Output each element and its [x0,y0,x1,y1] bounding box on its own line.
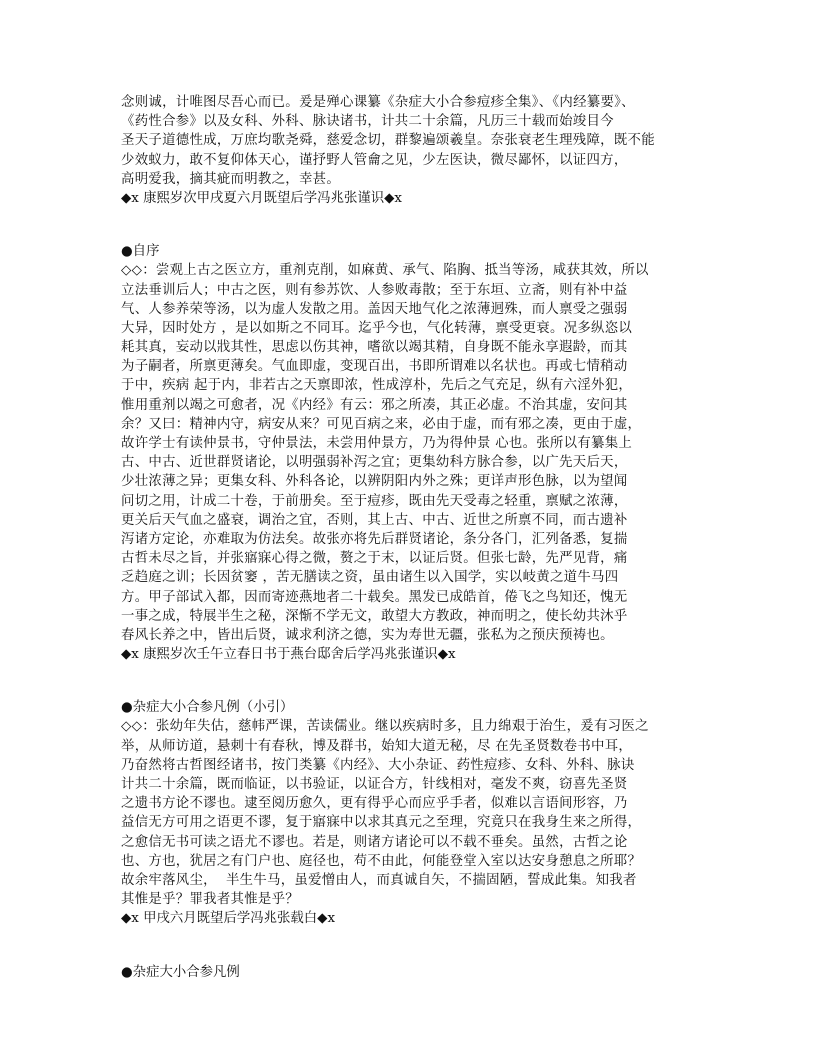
signature-line: ◆x 康熙岁次甲戌夏六月既望后学冯兆张谨识◆x [121,190,402,206]
text-line: 为子嗣者，所禀更薄矣。气血即虚，变现百出，书即所谓难以名状也。再或七情稍动 [121,359,628,375]
text-line: 立法垂训后人；中古之医，则有参苏饮、人参败毒散；至于东垣、立斋，则有补中益 [121,282,628,298]
text-line: 气、人参养荣等汤，以为虚人发散之用。盖因天地气化之浓薄迥殊，而人禀受之强弱 [121,301,628,317]
section-gap [121,208,701,242]
text-line: 举，从师访道，悬刺十有春秋，博及群书，始知大道无秘，尽 在先圣贤数卷书中耳， [121,738,633,754]
text-line: ◇◇：尝观上古之医立方，重剂克削，如麻黄、承气、陷胸、抵当等汤，咸获其效，所以 [121,263,649,279]
text-line: 也、方也，犹居之有门户也、庭径也，苟不由此，何能登堂入室以达安身憩息之所耶？ [121,853,642,869]
text-line: 方。甲子部试入都，因而寄迹燕地者二十载矣。黑发已成皓首，倦飞之鸟知还，愧无 [121,589,628,605]
text-line: 计共二十余篇，既而临证，以书验证，以证合方，针线相对，毫发不爽，窃喜先圣贤 [121,777,628,792]
section-heading: ●自序 [121,244,160,260]
text-line: 高明爱我，摘其疵而明教之，幸甚。 [121,171,341,187]
text-line: 古哲未尽之旨，并张寤寐心得之微，赘之于末，以证后贤。但张七龄，先严见背，痛 [121,551,628,567]
text-line: 泻诸方定论，亦难取为仿法矣。故张亦将先后群贤诸论，条分各门，汇列备悉，复揣 [121,531,628,547]
text-line: 乃奋然将古哲图经诸书，按门类纂《内经》、大小杂证、药性痘疹、女科、外科、脉诀 [121,757,635,773]
text-line: 耗其真，妄动以戕其性，思虑以伤其神，嗜欲以竭其精，自身既不能永享遐龄，而其 [121,340,628,356]
text-line: 其惟是乎？罪我者其惟是乎？ [121,892,299,908]
text-line: 故许学士有读仲景书，守仲景法，未尝用仲景方，乃为得仲景 心也。张所以有纂集上 [121,436,633,451]
text-line: 惟用重剂以竭之可愈者，况《内经》有云：邪之所凑，其正必虚。不治其虚，安问其 [121,397,628,413]
text-line: 少效蚁力，敢不复仰体天心，谨抒野人管龠之见，少左医诀，微尽鄙怀，以证四方， [121,152,628,168]
text-line: 问切之用，计成二十卷，于前册矣。至于痘疹，既由先天受毒之轻重，禀赋之浓薄， [121,493,628,509]
text-line: 余？又曰：精神内守，病安从来？可见百病之来，必由于虚，而有邪之凑，更由于虚， [121,416,642,432]
self-preface-section [121,242,701,664]
signature-line: ◆x 甲戌六月既望后学冯兆张载白◆x [121,911,336,927]
text-line: ◇◇：张幼年失估，慈帏严课，苦读儒业。继以疾病时多，且力绵艰于治生，爰有习医之 [121,719,649,735]
text-line: 于中，疾病 起于内，非若古之天禀即浓，性成淳朴，先后之气充足，纵有六淫外犯， [121,378,633,394]
text-line: 一事之成，特展半生之秘，深惭不学无文，敢望大方教政，神而明之，使长幼共沐乎 [121,608,628,624]
text-line: 乏趋庭之训；长因贫窭 ，苦无膳读之资，虽由诸生以入国学，实以岐黄之道牛马四 [121,570,619,586]
document-page [121,93,701,982]
section-gap [121,664,701,698]
text-line: 更关后天气血之盛衰，调治之宜，否则，其上古、中古、近世之所禀不同，而古遗补 [121,512,628,528]
text-line: 念则诚，计唯图尽吾心而已。爰是殚心课纂《杂症大小合参痘疹全集》、《内经纂要》、 [121,95,635,110]
text-line: 春风长养之中，皆出后贤，诚求利济之德，实为寿世无疆，张私为之预庆预祷也。 [121,627,614,643]
text-line: 少壮浓薄之异；更集女科、外科各论，以辨阴阳内外之殊；更详声形色脉，以为望闻 [121,474,628,490]
section-gap [121,929,701,963]
text-line: 之愈信无书可读之语尤不谬也。若是，则诸方诸论可以不载不垂矣。虽然，古哲之论 [121,834,628,850]
signature-line: ◆x 康熙岁次壬午立春日书于燕台邸舍后学冯兆张谨识◆x [121,647,456,663]
section-heading: ●杂症大小合参凡例（小引） [121,700,294,716]
text-line: 故余牢落风尘， 半生牛马，虽爱憎由人，而真诚自矢，不揣固陋，誓成此集。知我者 [121,872,637,888]
text-line: 圣天子道德性成，万庶均歌尧舜，慈爱念切，群黎遍颂羲皇。奈张衰老生理残障，既不能 [121,133,655,149]
text-line: 大异，因时处方 ，是以如斯之不同耳。迄乎今也，气化转薄，禀受更衰。况多纵恣以 [121,320,633,336]
general-rules-section [121,963,701,982]
general-rules-intro-section [121,698,701,928]
text-line: 益信无方可用之语更不谬，复于寤寐中以求其真元之至理，究竟只在我身生来之所得， [121,815,642,831]
text-line: 《药性合参》以及女科、外科、脉诀诸书，计共二十余篇，凡历三十载而始竣目今 [121,114,614,130]
text-line: 古、中古、近世群贤诸论，以明强弱补泻之宜；更集幼科方脉合参，以广先天后天， [121,455,628,471]
preface-tail-section [121,93,701,208]
text-line: 之遗书方论不谬也。逮至阅历愈久，更有得乎心而应乎手者，似难以言语间形容，乃 [121,796,628,812]
section-heading: ●杂症大小合参凡例 [121,964,240,980]
